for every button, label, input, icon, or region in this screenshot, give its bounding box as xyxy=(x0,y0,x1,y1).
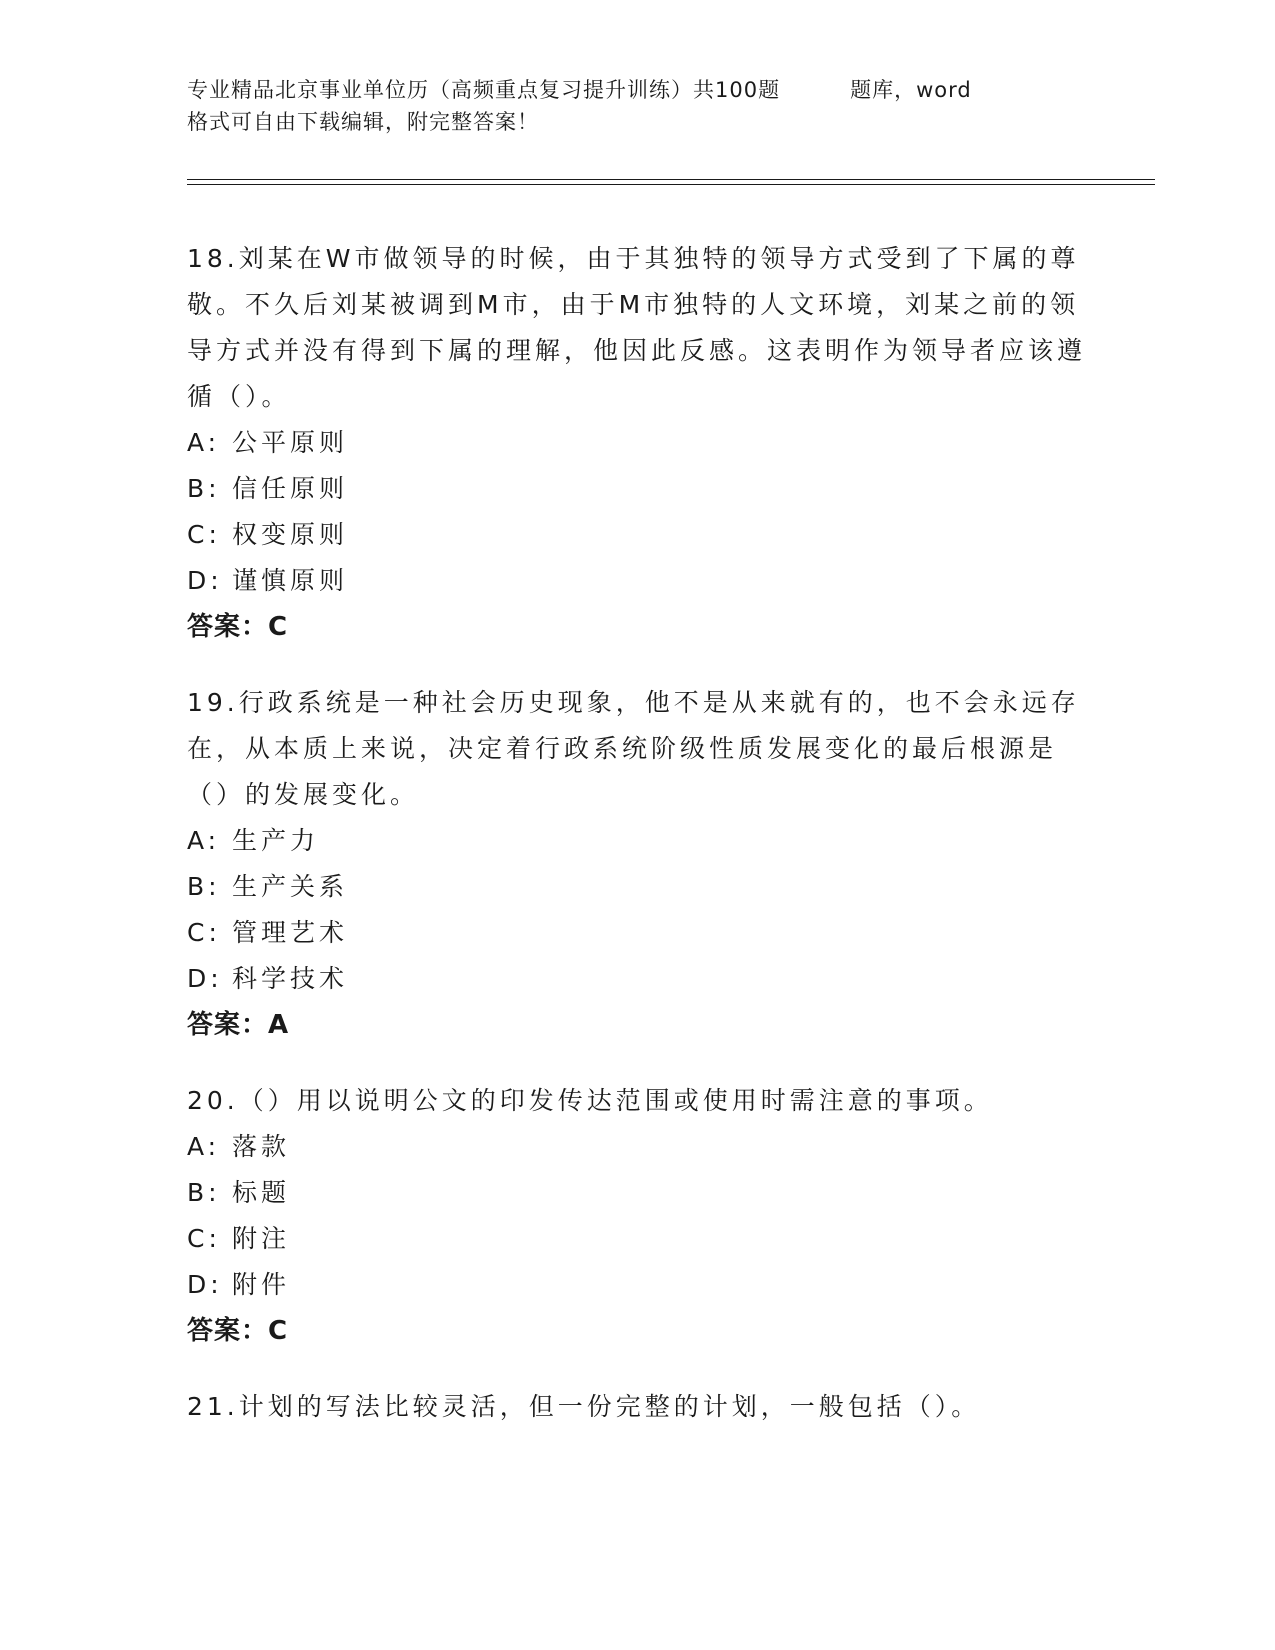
option-letter: A: xyxy=(187,428,221,457)
option-text: 生产关系 xyxy=(232,872,349,901)
option-text: 附件 xyxy=(232,1270,291,1299)
option-text: 科学技术 xyxy=(232,964,349,993)
page-header xyxy=(187,74,1067,138)
option-text: 谨慎原则 xyxy=(232,566,349,595)
option-text: 公平原则 xyxy=(232,428,349,457)
option-d xyxy=(187,558,1087,604)
question-stem: 19.行政系统是一种社会历史现象，他不是从来就有的，也不会永远存在，从本质上来说，决定着行政系统阶级性质发展变化的最后根源是（）的发展变化。 xyxy=(187,688,1080,809)
option-letter: D: xyxy=(187,566,223,595)
option-text: 标题 xyxy=(232,1178,291,1207)
header-divider-bottom xyxy=(187,184,1155,185)
question-18 xyxy=(187,236,1087,650)
option-a xyxy=(187,1124,1087,1170)
answer-line: 答案：A xyxy=(187,1010,290,1040)
option-letter: B: xyxy=(187,474,221,503)
question-21 xyxy=(187,1384,1087,1430)
question-stem: 21.计划的写法比较灵活，但一份完整的计划，一般包括（）。 xyxy=(187,1392,981,1421)
option-text: 管理艺术 xyxy=(232,918,349,947)
option-text: 落款 xyxy=(232,1132,291,1161)
option-letter: C: xyxy=(187,520,221,549)
header-title-suffix: 题库，word xyxy=(850,78,972,102)
question-stem: 20.（）用以说明公文的印发传达范围或使用时需注意的事项。 xyxy=(187,1086,993,1115)
option-letter: C: xyxy=(187,1224,221,1253)
option-text: 附注 xyxy=(232,1224,291,1253)
option-b xyxy=(187,1170,1087,1216)
option-a xyxy=(187,420,1087,466)
option-c xyxy=(187,1216,1087,1262)
option-c xyxy=(187,910,1087,956)
option-d xyxy=(187,956,1087,1002)
option-text: 生产力 xyxy=(232,826,320,855)
option-text: 信任原则 xyxy=(232,474,349,503)
option-letter: C: xyxy=(187,918,221,947)
option-letter: B: xyxy=(187,1178,221,1207)
answer-line: 答案：C xyxy=(187,612,289,642)
question-20 xyxy=(187,1078,1087,1354)
question-stem: 18.刘某在W市做领导的时候，由于其独特的领导方式受到了下属的尊敬。不久后刘某被调到M市，由于M市独特的人文环境，刘某之前的领导方式并没有得到下属的理解，他因此反感。这表明作为领导者应该遵循（）。 xyxy=(187,244,1087,411)
header-line-1 xyxy=(187,74,1067,106)
option-a xyxy=(187,818,1087,864)
option-letter: D: xyxy=(187,964,223,993)
option-letter: A: xyxy=(187,826,221,855)
header-line-2: 格式可自由下载编辑，附完整答案！ xyxy=(187,110,539,134)
question-list xyxy=(187,236,1087,1460)
option-b xyxy=(187,466,1087,512)
answer-line: 答案：C xyxy=(187,1316,289,1346)
question-19 xyxy=(187,680,1087,1048)
option-letter: D: xyxy=(187,1270,223,1299)
option-text: 权变原则 xyxy=(232,520,349,549)
option-letter: B: xyxy=(187,872,221,901)
header-title: 专业精品北京事业单位历（高频重点复习提升训练）共100题 xyxy=(187,78,781,102)
option-letter: A: xyxy=(187,1132,221,1161)
option-b xyxy=(187,864,1087,910)
header-divider-top xyxy=(187,179,1155,180)
option-c xyxy=(187,512,1087,558)
option-d xyxy=(187,1262,1087,1308)
